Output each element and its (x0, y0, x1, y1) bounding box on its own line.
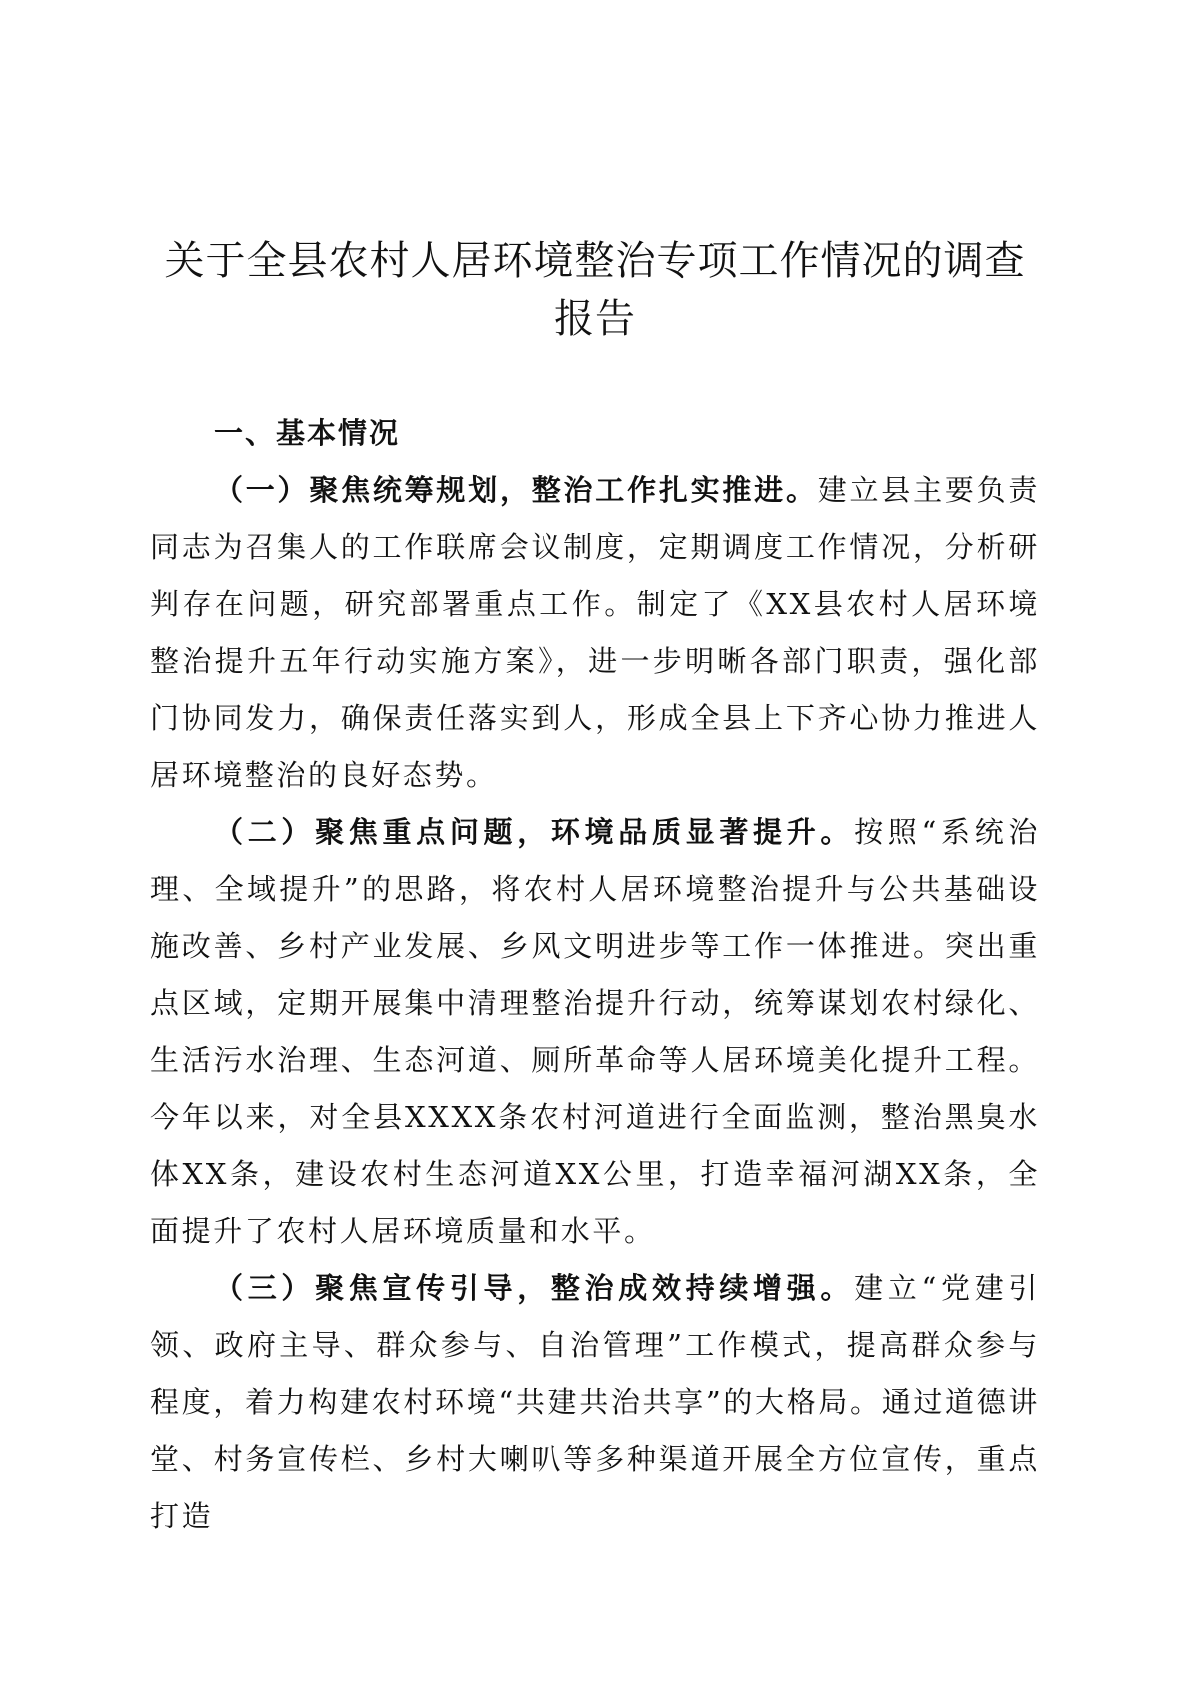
document-title: 关于全县农村人居环境整治专项工作情况的调查报告 (164, 238, 1026, 342)
paragraph-2-text: 按照“系统治理、全域提升”的思路，将农村人居环境整治提升与公共基础设施改善、乡村产业发展、乡风文明进步等工作一体推进。突出重点区域，定期开展集中清理整治提升行动，统筹谋划农村绿化、生活污水治理、生态河道、厕所革命等人居环境美化提升工程。今年以来，对全县XXXX条农村河道进行全面监测，整治黑臭水体XX条，建设农村生态河道XX公里，打造幸福河湖XX条，全面提升了农村人居环境质量和水平。 (150, 815, 1040, 1248)
paragraph-1 (150, 462, 1040, 804)
paragraph-1-text: 建立县主要负责同志为召集人的工作联席会议制度，定期调度工作情况，分析研判存在问题，研究部署重点工作。制定了《XX县农村人居环境整治提升五年行动实施方案》，进一步明晰各部门职责，强化部门协同发力，确保责任落实到人，形成全县上下齐心协力推进人居环境整治的良好态势。 (150, 473, 1041, 792)
paragraph-2-lead: （二）聚焦重点问题，环境品质显著提升。 (214, 815, 855, 849)
paragraph-3-lead: （三）聚焦宣传引导，整治成效持续增强。 (214, 1271, 855, 1305)
paragraph-3 (150, 1260, 1040, 1545)
paragraph-3-text: 建立“党建引领、政府主导、群众参与、自治管理”工作模式，提高群众参与程度，着力构建农村环境“共建共治共享”的大格局。通过道德讲堂、村务宣传栏、乡村大喇叭等多种渠道开展全方位宣传，重点打造 (150, 1271, 1040, 1533)
document-body (150, 405, 1040, 1545)
paragraph-2 (150, 804, 1040, 1260)
paragraph-1-lead: （一）聚焦统筹规划，整治工作扎实推进。 (214, 473, 818, 507)
section-heading: 一、基本情况 (214, 416, 401, 450)
